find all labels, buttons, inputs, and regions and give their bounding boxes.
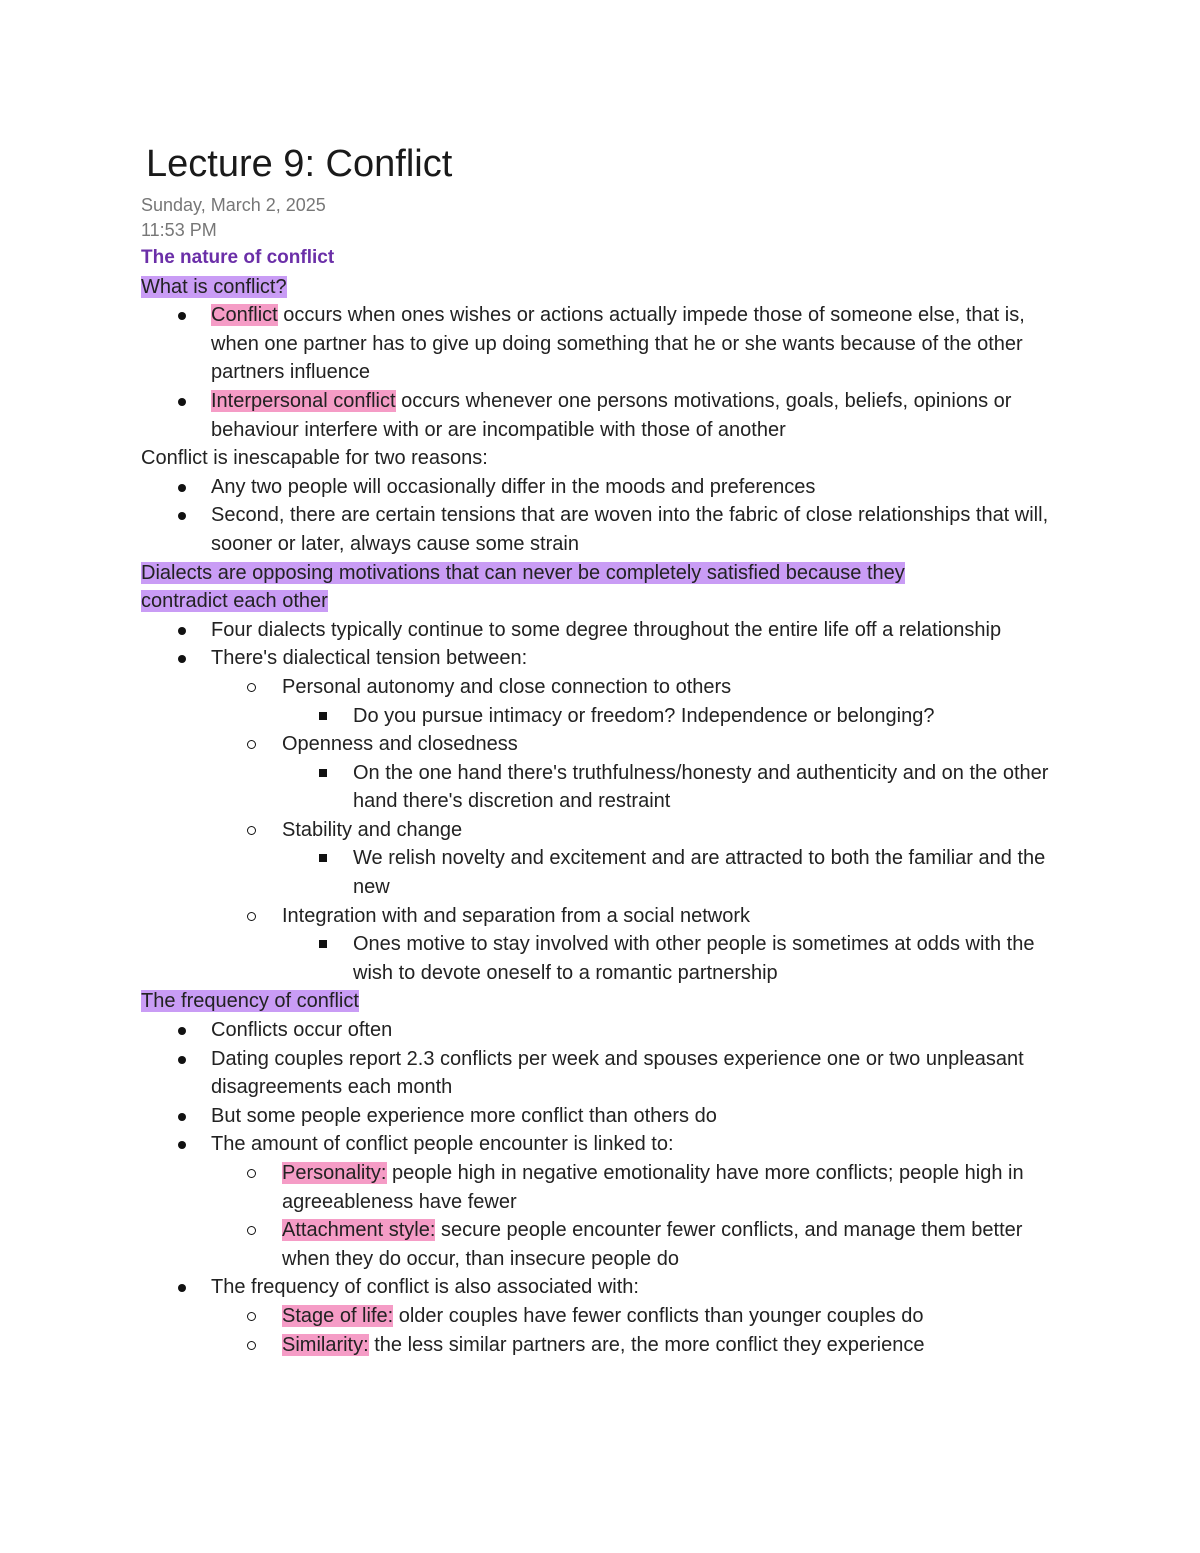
list-item	[141, 1130, 1071, 1273]
sub-list-item	[211, 673, 1071, 730]
list-item: Dating couples report 2.3 conflicts per week and spouses experience one or two unpleasant disagreements each month	[141, 1045, 1071, 1102]
list-item: Four dialects typically continue to some degree throughout the entire life off a relationship	[141, 616, 1071, 645]
detail-item: We relish novelty and excitement and are attracted to both the familiar and the new	[282, 844, 1071, 901]
tension-list	[211, 673, 1071, 988]
reasons-list	[141, 473, 1071, 559]
list-item	[141, 301, 1071, 387]
conflict-definitions-list	[141, 301, 1071, 444]
detail-item: On the one hand there's truthfulness/honesty and authenticity and on the other hand there's discretion and restraint	[282, 759, 1071, 816]
term-conflict: Conflict	[211, 304, 278, 327]
linked-factors-list	[211, 1159, 1071, 1273]
list-item: Any two people will occasionally differ in the moods and preferences	[141, 473, 1071, 502]
sub-list-item	[211, 1302, 1071, 1331]
sub-list-item-text: Stability and change	[282, 818, 463, 841]
term-stage-of-life: Stage of life:	[282, 1304, 394, 1327]
list-item: Second, there are certain tensions that are woven into the fabric of close relationships that will, sooner or later, always cause some strain	[141, 501, 1071, 558]
sub-list-item	[211, 1331, 1071, 1360]
sub-list-item-text: Openness and closedness	[282, 733, 518, 756]
definition-text: occurs when ones wishes or actions actually impede those of someone else, that is, when one partner has to give up doing something that he or she wants because of the other partners influence	[211, 304, 1025, 384]
list-item	[141, 1273, 1071, 1359]
list-item-text: There's dialectical tension between:	[211, 647, 528, 670]
detail-list	[282, 702, 1071, 731]
highlight-dialects-line-2: contradict each other	[141, 590, 328, 613]
term-text: secure people encounter fewer conflicts, and manage them better when they do occur, than insecure people do	[282, 1219, 1023, 1270]
highlight-dialects-line-1: Dialects are opposing motivations that can never be completely satisfied because they	[141, 561, 905, 584]
detail-item: Do you pursue intimacy or freedom? Independence or belonging?	[282, 702, 1071, 731]
note-body	[141, 244, 1071, 1359]
frequency-list	[141, 1016, 1071, 1359]
list-item-text: The amount of conflict people encounter is linked to:	[211, 1133, 674, 1156]
list-item: Conflicts occur often	[141, 1016, 1071, 1045]
definition-text: occurs whenever one persons motivations, goals, beliefs, opinions or behaviour interfere with or are incompatible with those of another	[211, 389, 1012, 441]
detail-list	[282, 930, 1071, 987]
list-item-text: The frequency of conflict is also associated with:	[211, 1276, 639, 1299]
dialects-definition	[141, 559, 1071, 616]
sub-list-item	[211, 816, 1071, 902]
list-item	[141, 387, 1071, 444]
question-line	[141, 273, 1071, 302]
page-title: Lecture 9: Conflict	[146, 143, 453, 185]
paragraph: Conflict is inescapable for two reasons:	[141, 447, 488, 470]
detail-item: Ones motive to stay involved with other people is sometimes at odds with the wish to devote oneself to a romantic partnership	[282, 930, 1071, 987]
term-personality: Personality:	[282, 1162, 387, 1184]
sub-list-item	[211, 1216, 1071, 1273]
sub-list-item-text: Integration with and separation from a social network	[282, 904, 751, 927]
term-text: the less similar partners are, the more conflict they experience	[368, 1333, 925, 1356]
sub-list-item-text: Personal autonomy and close connection to others	[282, 675, 732, 698]
dialects-list	[141, 616, 1071, 988]
sub-list-item	[211, 730, 1071, 816]
associated-factors-list	[211, 1302, 1071, 1359]
sub-list-item	[211, 1159, 1071, 1216]
highlight-frequency-heading: The frequency of conflict	[141, 990, 359, 1013]
term-interpersonal-conflict: Interpersonal conflict	[211, 389, 396, 412]
detail-list	[282, 844, 1071, 901]
section-heading-frequency	[141, 987, 1071, 1016]
detail-list	[282, 759, 1071, 816]
list-item	[141, 644, 1071, 987]
list-item: But some people experience more conflict than others do	[141, 1102, 1071, 1131]
note-date: Sunday, March 2, 2025	[141, 195, 326, 215]
term-attachment-style: Attachment style:	[282, 1219, 436, 1242]
term-similarity: Similarity:	[282, 1333, 369, 1356]
term-text: people high in negative emotionality have more conflicts; people high in agreeableness have fewer	[282, 1162, 1024, 1213]
highlight-question: What is conflict?	[141, 275, 287, 298]
sub-list-item	[211, 902, 1071, 988]
section-heading-nature: The nature of conflict	[141, 247, 335, 268]
note-time: 11:53 PM	[141, 220, 217, 240]
term-text: older couples have fewer conflicts than younger couples do	[393, 1304, 924, 1327]
